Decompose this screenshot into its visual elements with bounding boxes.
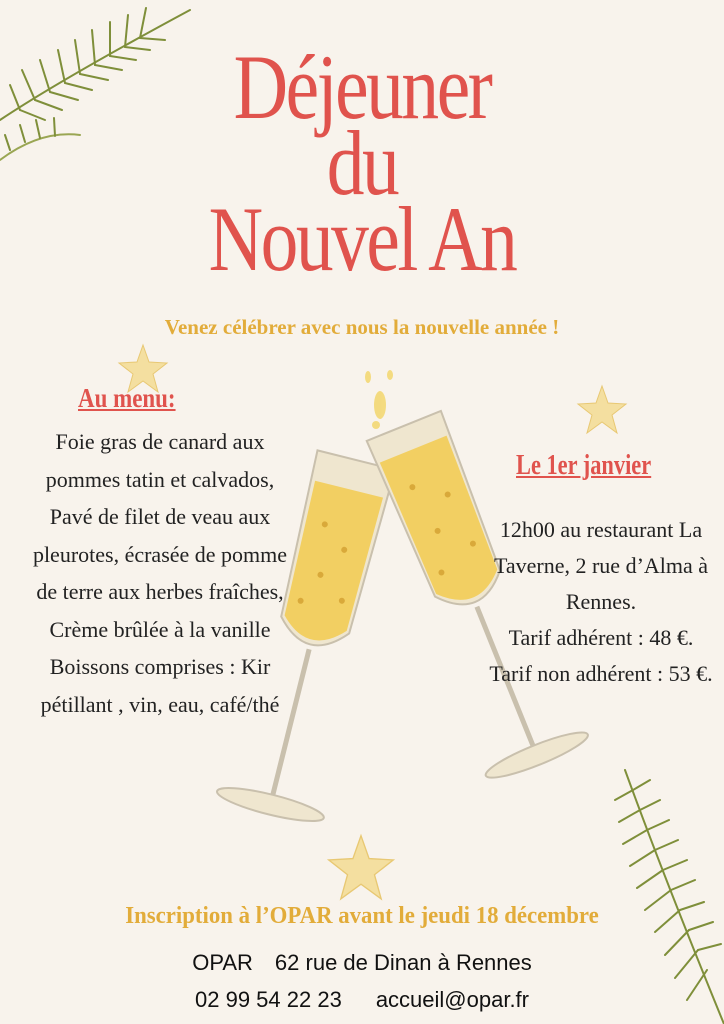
menu-list xyxy=(25,423,295,723)
menu-item: Pavé de filet de veau aux pleurotes, écrasée de pomme de terre aux herbes fraîches, xyxy=(32,504,288,604)
org-name: OPAR xyxy=(192,950,253,975)
menu-heading: Au menu: xyxy=(78,383,176,413)
star-icon xyxy=(326,833,396,903)
event-details xyxy=(485,512,717,692)
price-member: Tarif adhérent : 48 €. xyxy=(508,625,694,650)
contact-phone-line xyxy=(0,987,724,1013)
menu-item: Boissons comprises : Kir pétillant , vin, eau, café/thé xyxy=(40,654,280,717)
date-heading: Le 1er janvier xyxy=(516,450,652,481)
pine-branch-icon xyxy=(605,760,724,1024)
menu-item: Crème brûlée à la vanille xyxy=(49,616,271,642)
page-title-line-3: Nouvel An xyxy=(208,188,516,290)
menu-item: Foie gras de canard aux pommes tatin et calvados, xyxy=(45,429,275,492)
address: 62 rue de Dinan à Rennes xyxy=(274,950,532,975)
contact-address-line xyxy=(0,950,724,976)
email-address[interactable]: accueil@opar.fr xyxy=(375,987,529,1012)
subtitle: Venez célébrer avec nous la nouvelle année ! xyxy=(164,315,560,339)
page-title-line-2: du xyxy=(326,112,398,214)
phone-number: 02 99 54 22 23 xyxy=(195,987,342,1012)
inscription-deadline: Inscription à l’OPAR avant le jeudi 18 décembre xyxy=(125,903,599,929)
event-location: 12h00 au restaurant La Taverne, 2 rue d’Alma à Rennes. xyxy=(493,517,709,614)
page-title-line-1: Déjeuner xyxy=(233,36,491,138)
price-non-member: Tarif non adhérent : 53 €. xyxy=(489,661,713,686)
